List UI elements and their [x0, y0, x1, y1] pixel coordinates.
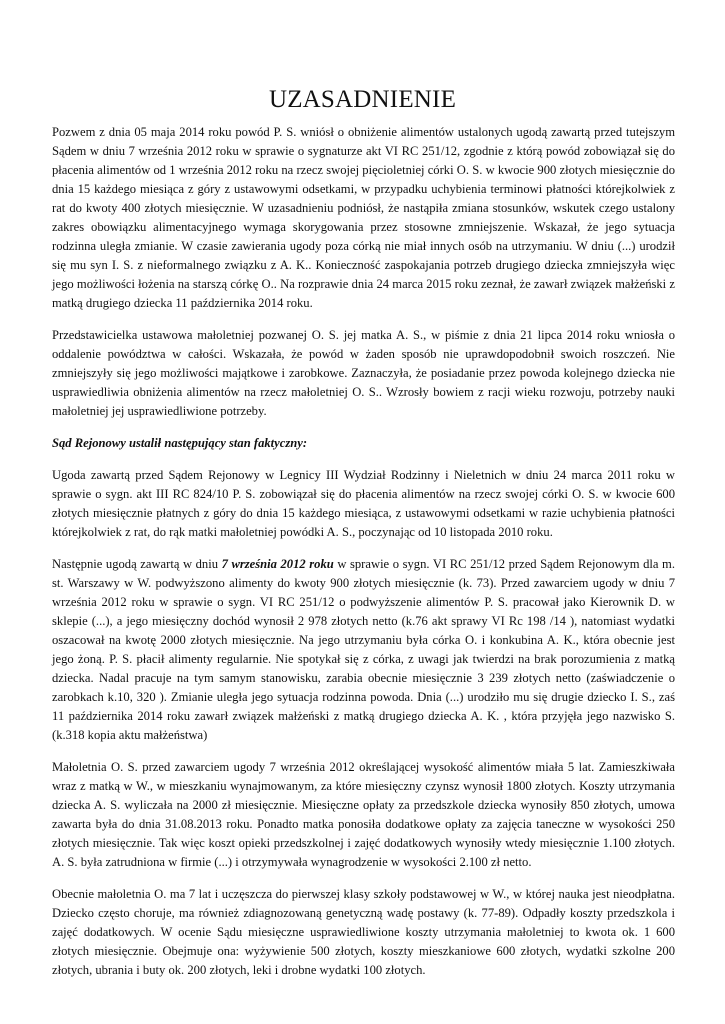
paragraph-child-past: Małoletnia O. S. przed zawarciem ugody 7 września 2012 określającej wysokość alimentów miała 5 lat. Zamieszkiwała wraz z matką w W., w mieszkaniu wynajmowanym, za które miesięczny czynsz wynosił 1800 złotych. Koszty utrzymania dziecka A. S. wyliczała na 2000 zł miesięcznie. Miesięczne opłaty za przedszkole dziecka wynosiły 850 złotych, umowa zawarta była do dnia 31.08.2013 roku. Ponadto matka ponosiła dodatkowe opłaty za zajęcia taneczne w wysokości 250 złotych miesięcznie. Tak więc koszt opieki przedszkolnej i zajęć dodatkowych wynosiły wtedy miesięcznie 1.100 złotych. A. S. była zatrudniona w firmie (...) i otrzymywała wynagrodzenie w wysokości 2.100 zł netto. — [52, 760, 675, 869]
paragraph-second-settlement — [52, 555, 675, 745]
paragraph-first-settlement: Ugoda zawartą przed Sądem Rejonowy w Legnicy III Wydział Rodzinny i Nieletnich w dniu 24 marca 2011 roku w sprawie o sygn. akt III RC 824/10 P. S. zobowiązał się do płacenia alimentów na rzecz swojej córki O. S. w kwocie 600 złotych miesięcznie płatnych z góry do dnia 15 każdego miesiąca, z ustawowymi odsetkami w razie uchybienia płatności którejkolwiek z rat, do rąk matki małoletniej powódki A. S., poczynając od 10 listopada 2010 roku. — [52, 468, 675, 539]
p4-text-before: Następnie ugodą zawartą w dniu — [52, 557, 222, 571]
p4-emphasized-date: 7 września 2012 roku — [221, 557, 334, 571]
document-title: UZASADNIENIE — [268, 86, 457, 113]
document-body — [52, 123, 675, 993]
paragraph-child-present: Obecnie małoletnia O. ma 7 lat i uczęszcza do pierwszej klasy szkoły podstawowej w W., w której nauka jest nieodpłatna. Dziecko często choruje, ma również zdiagnozowaną genetyczną wadę postawy (k. 77-89). Odpadły koszty przedszkola i zajęć dodatkowych. W ocenie Sądu miesięczne usprawiedliwione koszty utrzymania małoletniej to kwota ok. 1 600 złotych miesięcznie. Obejmuje ona: wyżywienie 500 złotych, koszty mieszkaniowe 600 złotych, wydatki szkolne 200 złotych, ubrania i buty ok. 200 złotych, leki i drobne wydatki 100 złotych. — [52, 887, 675, 977]
p4-text-after: w sprawie o sygn. VI RC 251/12 przed Sądem Rejonowym dla m. st. Warszawy w W. podwyższono alimenty do kwoty 900 złotych miesięcznie (k. 73). Przed zawarciem ugody w dniu 7 września 2012 roku w sprawie o sygn. VI RC 251/12 o podwyższenie alimentów P. S. pracował jako Kierownik D. w sklepie (...), a jego miesięczny dochód wynosił 2 978 złotych netto (k.76 akt sprawy VI Rc 198 /14 ), natomiast wydatki oszacował na kwotę 2000 złotych miesięcznie. Na jego utrzymaniu była córka O. i konkubina A. K., która obecnie jest jego żoną. P. S. płacił alimenty regularnie. Nie spotykał się z córka, z uwagi jak twierdzi na brak porozumienia z matką dziecka. Nadal pracuje na tym samym stanowisku, zarabia obecnie miesięcznie 3 239 złotych netto (zaświadczenie o zarobkach k.10, 320 ). Zmianie uległa jego sytuacja rodzinna powoda. Dnia (...) urodziło mu się drugie dziecko I. S., zaś 11 października 2014 roku zawarł związek małżeński z matką drugiego dziecka A. K. , która przyjęła jego nazwisko S. (k.318 kopia aktu małżeństwa) — [52, 557, 676, 742]
paragraph-claim: Pozwem z dnia 05 maja 2014 roku powód P. S. wniósł o obniżenie alimentów ustalonych ugodą zawartą przed tutejszym Sądem w dniu 7 września 2012 roku w sprawie o sygnaturze akt VI RC 251/12, zgodnie z którą powód zobowiązał się do płacenia alimentów od 1 września 2012 roku na rzecz swojej pięcioletniej córki O. S. w kwocie 900 złotych miesięcznie do dnia 15 każdego miesiąca z góry z ustawowymi odsetkami, w przypadku uchybienia terminowi płatności którejkolwiek z rat do kwoty 400 złotych miesięcznie. W uzasadnieniu podniósł, że nastąpiła zmiana stosunków, wskutek czego ustalony zakres obowiązku alimentacyjnego wymaga skorygowania przez stosowne zmniejszenie. Wskazał, że jego sytuacja rodzinna uległa zmianie. W czasie zawierania ugody poza córką nie miał innych osób na utrzymaniu. W dniu (...) urodził się mu syn I. S. z nieformalnego związku z A. K.. Konieczność zaspokajania potrzeb drugiego dziecka zmniejszyła więc jego możliwości łożenia na starszą córkę O.. Na rozprawie dnia 24 marca 2015 roku zeznał, że zawarł związek małżeński z matką drugiego dziecka 11 października 2014 roku. — [52, 125, 675, 310]
section-heading: Sąd Rejonowy ustalił następujący stan faktyczny: — [52, 436, 308, 450]
paragraph-response: Przedstawicielka ustawowa małoletniej pozwanej O. S. jej matka A. S., w piśmie z dnia 21 lipca 2014 roku wniosła o oddalenie powództwa w całości. Wskazała, że powód w żaden sposób nie uprawdopodobnił swoich roszczeń. Nie zmniejszyły się jego możliwości majątkowe i zarobkowe. Zaznaczyła, że posiadanie przez powoda kolejnego dziecka nie usprawiedliwia obniżenia alimentów na rzecz małoletniej O. S.. Wzrosły bowiem z racji wieku rozwoju, potrzeby nauki małoletniej jej usprawiedliwione potrzeby. — [52, 328, 675, 418]
